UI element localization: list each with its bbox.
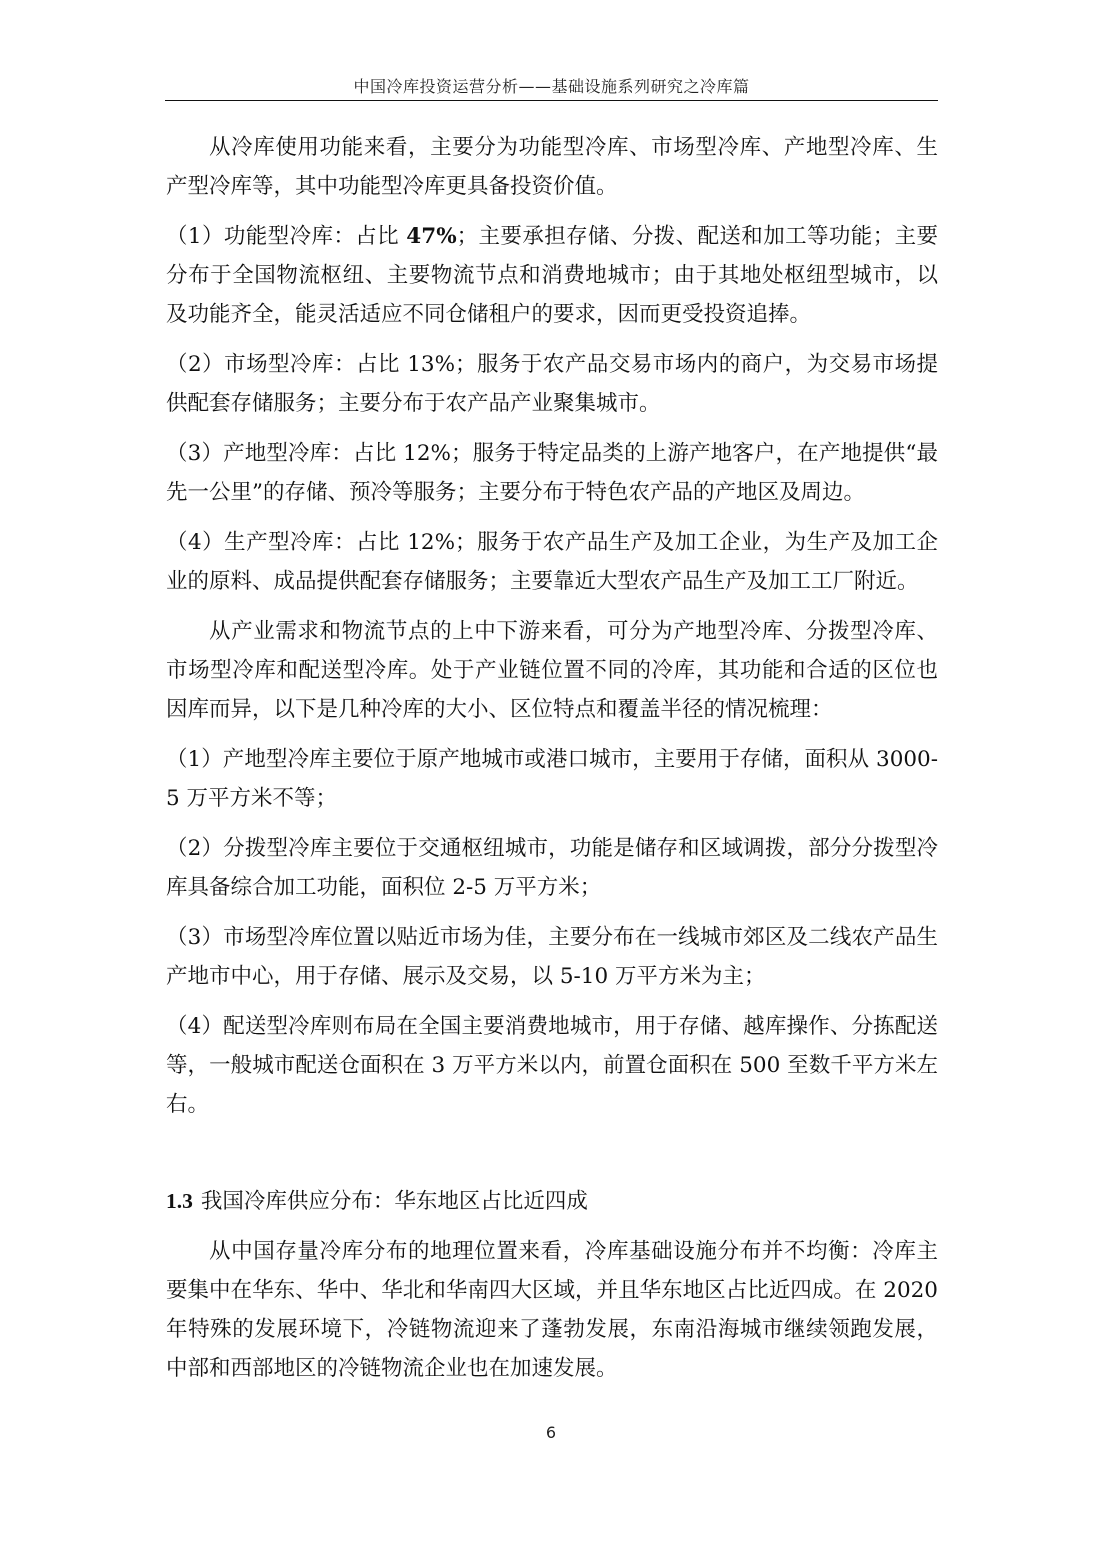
- section-title: 我国冷库供应分布：华东地区占比近四成: [200, 1189, 588, 1214]
- paragraph-market-type-detail: （3）市场型冷库位置以贴近市场为佳，主要分布在一线城市郊区及二线农产品生产地市中心，用于存储、展示及交易，以 5-10 万平方米为主；: [166, 925, 938, 989]
- paragraph-delivery-type-detail: （4）配送型冷库则布局在全国主要消费地城市，用于存储、越库操作、分拣配送等，一般城市配送仓面积在 3 万平方米以内，前置仓面积在 500 至数千平方米左右。: [166, 1014, 938, 1117]
- paragraph-market-cold-storage: （2）市场型冷库：占比 13%；服务于农产品交易市场内的商户，为交易市场提供配套存储服务；主要分布于农产品产业聚集城市。: [166, 352, 938, 416]
- section-heading: [166, 1182, 938, 1221]
- paragraph-text-pre: （1）功能型冷库：占比: [166, 224, 407, 249]
- paragraph-functional-classification: 从冷库使用功能来看，主要分为功能型冷库、市场型冷库、产地型冷库、生产型冷库等，其中功能型冷库更具备投资价值。: [166, 135, 938, 199]
- paragraph-origin-type-detail: （1）产地型冷库主要位于原产地城市或港口城市，主要用于存储，面积从 3000-5 万平方米不等；: [166, 747, 938, 811]
- paragraph-regional-distribution: 从中国存量冷库分布的地理位置来看，冷库基础设施分布并不均衡：冷库主要集中在华东、华中、华北和华南四大区域，并且华东地区占比近四成。在 2020 年特殊的发展环境下，冷链物流迎来了蓬勃发展，东南沿海城市继续领跑发展，中部和西部地区的冷链物流企业也在加速发展。: [166, 1239, 938, 1381]
- header-rule: [165, 100, 938, 101]
- highlight-percentage: 47%: [406, 224, 457, 249]
- paragraph-supply-chain-classification: 从产业需求和物流节点的上中下游来看，可分为产地型冷库、分拨型冷库、市场型冷库和配送型冷库。处于产业链位置不同的冷库，其功能和合适的区位也因库而异，以下是几种冷库的大小、区位特点和覆盖半径的情况梳理：: [166, 619, 938, 722]
- page-number: 6: [545, 1423, 557, 1442]
- paragraph-production-cold-storage: （4）生产型冷库：占比 12%；服务于农产品生产及加工企业，为生产及加工企业的原料、成品提供配套存储服务；主要靠近大型农产品生产及加工工厂附近。: [166, 530, 938, 594]
- document-body: [166, 128, 938, 1388]
- paragraph-origin-cold-storage: （3）产地型冷库：占比 12%；服务于特定品类的上游产地客户，在产地提供“最先一公里”的存储、预冷等服务；主要分布于特色农产品的产地区及周边。: [166, 441, 938, 505]
- paragraph-text-post: ；主要承担存储、分拨、配送和加工等功能；主要分布于全国物流枢纽、主要物流节点和消费地城市；由于其地处枢纽型城市，以及功能齐全，能灵活适应不同仓储租户的要求，因而更受投资追捧。: [166, 224, 938, 327]
- running-header: 中国冷库投资运营分析——基础设施系列研究之冷库篇: [353, 77, 750, 96]
- paragraph-functional-cold-storage: [166, 217, 938, 334]
- paragraph-distribution-type-detail: （2）分拨型冷库主要位于交通枢纽城市，功能是储存和区域调拨，部分分拨型冷库具备综合加工功能，面积位 2-5 万平方米；: [166, 836, 938, 900]
- section-number: 1.3: [166, 1189, 193, 1213]
